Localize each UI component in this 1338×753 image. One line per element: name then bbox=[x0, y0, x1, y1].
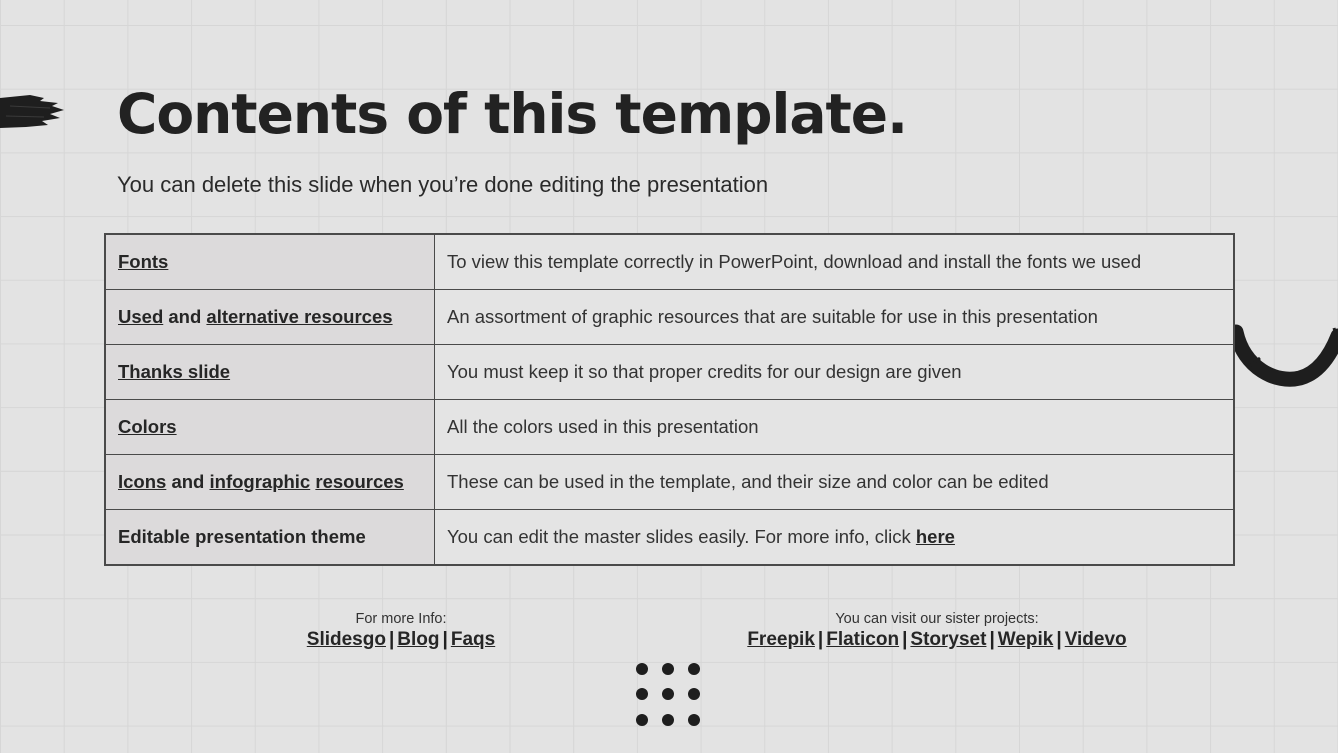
slide-subtitle: You can delete this slide when you’re done editing the presentation bbox=[117, 172, 769, 197]
table-row bbox=[105, 234, 1234, 290]
footer-link-freepik[interactable]: Freepik bbox=[747, 629, 815, 650]
row-label-cell bbox=[105, 345, 435, 400]
link-separator: | bbox=[442, 629, 448, 650]
link-icons[interactable]: Icons bbox=[118, 471, 167, 492]
footer-more-info-caption: For more Info: bbox=[355, 611, 447, 627]
label-text: and bbox=[166, 471, 210, 492]
link-separator: | bbox=[817, 629, 824, 650]
row-description-cell bbox=[435, 400, 1235, 455]
row-description-cell bbox=[435, 290, 1235, 345]
footer-more-info-links bbox=[251, 628, 551, 652]
contents-table bbox=[104, 233, 1235, 566]
link-here[interactable]: here bbox=[915, 526, 955, 547]
table-row bbox=[105, 455, 1234, 510]
footer-link-blog[interactable]: Blog bbox=[397, 629, 440, 650]
table-row bbox=[105, 510, 1234, 566]
link-separator: | bbox=[1056, 629, 1062, 650]
link-separator: | bbox=[388, 629, 395, 650]
label-text: and bbox=[163, 306, 207, 327]
row-label-cell bbox=[105, 455, 435, 510]
link-colors[interactable]: Colors bbox=[118, 416, 177, 437]
row-label-cell bbox=[105, 290, 435, 345]
row-description-cell bbox=[435, 510, 1235, 566]
footer-more-info bbox=[251, 610, 551, 652]
link-fonts[interactable]: Fonts bbox=[118, 251, 169, 272]
link-infographic[interactable]: infographic bbox=[209, 471, 311, 492]
row-description-cell bbox=[435, 455, 1235, 510]
link-resources[interactable]: resources bbox=[315, 471, 404, 492]
footer-link-faqs[interactable]: Faqs bbox=[450, 629, 496, 650]
link-separator: | bbox=[989, 629, 995, 650]
footer-sister-projects bbox=[680, 610, 1194, 652]
row-description: All the colors used in this presentation bbox=[447, 416, 759, 437]
row-label-cell bbox=[105, 234, 435, 290]
table-row bbox=[105, 400, 1234, 455]
footer-sister-projects-links bbox=[680, 628, 1194, 652]
row-description-cell bbox=[435, 345, 1235, 400]
link-alternative-resources[interactable]: alternative resources bbox=[206, 306, 393, 327]
footer-link-videvo[interactable]: Videvo bbox=[1064, 629, 1127, 650]
row-description: You must keep it so that proper credits for our design are given bbox=[447, 361, 962, 382]
footer-link-flaticon[interactable]: Flaticon bbox=[826, 629, 900, 650]
table-row bbox=[105, 345, 1234, 400]
footer-link-storyset[interactable]: Storyset bbox=[910, 629, 987, 650]
footer-sister-projects-caption: You can visit our sister projects: bbox=[835, 611, 1039, 627]
row-description-cell bbox=[435, 234, 1235, 290]
label-text: Editable presentation theme bbox=[118, 526, 366, 547]
link-thanks-slide[interactable]: Thanks slide bbox=[118, 361, 231, 382]
link-used[interactable]: Used bbox=[118, 306, 164, 327]
row-description: An assortment of graphic resources that are suitable for use in this presentation bbox=[447, 306, 1098, 327]
dot-grid-decoration bbox=[634, 660, 706, 732]
slide-title: Contents of this template. bbox=[117, 82, 908, 146]
brush-stroke-arc-right bbox=[1230, 318, 1338, 394]
link-separator: | bbox=[902, 629, 908, 650]
row-description: These can be used in the template, and their size and color can be edited bbox=[447, 471, 1049, 492]
table-row bbox=[105, 290, 1234, 345]
row-description: To view this template correctly in PowerPoint, download and install the fonts we used bbox=[447, 251, 1142, 272]
footer-link-wepik[interactable]: Wepik bbox=[997, 629, 1054, 650]
footer-link-slidesgo[interactable]: Slidesgo bbox=[306, 629, 386, 650]
brush-stroke-left bbox=[0, 92, 66, 132]
row-description: You can edit the master slides easily. For more info, click bbox=[447, 526, 916, 547]
row-label-cell bbox=[105, 400, 435, 455]
row-label-cell bbox=[105, 510, 435, 566]
